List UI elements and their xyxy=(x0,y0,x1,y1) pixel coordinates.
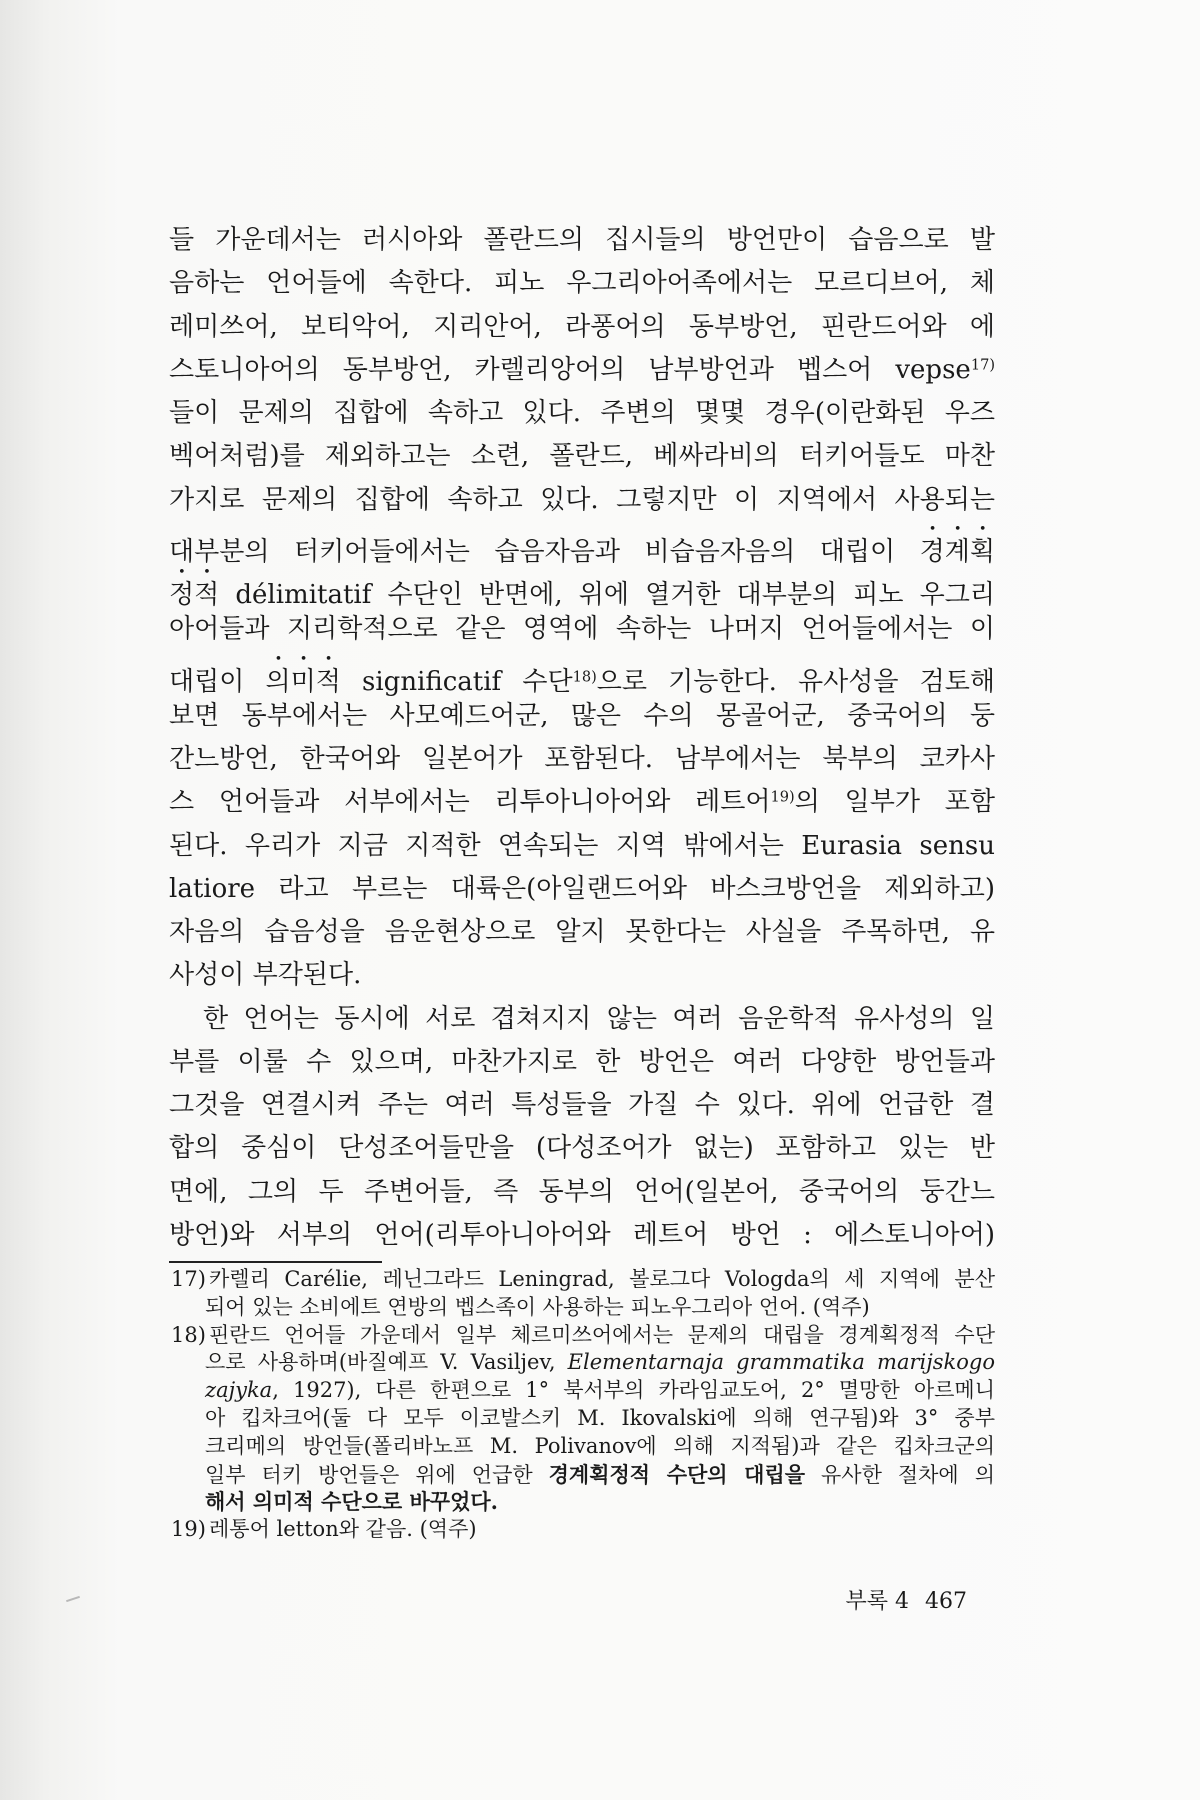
text-segment: 벡어처럼)를 제외하고는 소련, 폴란드, 베싸라비의 터키어들도 마찬 xyxy=(169,441,995,472)
body-text-line xyxy=(169,1084,995,1127)
text-segment: latiore 라고 부르는 대륙은(아일랜드어와 바스크방언을 제외하고) xyxy=(169,873,995,904)
text-segment: 된다. 우리가 지금 지적한 연속되는 지역 밖에서는 Eurasia sensu xyxy=(169,830,995,861)
text-segment: 레미쓰어, 보티악어, 지리안어, 라퐁어의 동부방언, 핀란드어와 에 xyxy=(169,311,995,342)
emphasized-term: 정적 xyxy=(169,580,220,610)
text-segment: significatif 수단 xyxy=(340,666,573,697)
footnote xyxy=(0,1266,1200,1322)
text-segment: 면에, 그의 두 주변어들, 즉 동부의 언어(일본어, 중국어의 둥간느 xyxy=(169,1176,995,1207)
text-segment: 보면 동부에서는 사모예드어군, 많은 수의 몽골어군, 중국어의 둥 xyxy=(169,700,995,731)
text-segment: 아어들과 지리학적으로 같은 영역에 속하는 나머지 언어들에서는 이 xyxy=(169,614,995,645)
footnote xyxy=(0,1322,1200,1517)
italic-title: zajyka xyxy=(205,1378,273,1403)
text-segment: 스 언어들과 서부에서는 리투아니아어와 레트어 xyxy=(169,787,771,818)
footnote-number: 19) xyxy=(171,1517,206,1542)
body-text-line xyxy=(169,349,995,392)
body-text-line xyxy=(169,954,995,997)
text-segment: 스토니아어의 동부방언, 카렐리앙어의 남부방언과 벱스어 vepse xyxy=(169,354,971,385)
section-label: 부록 4 xyxy=(845,1589,909,1614)
body-text-line xyxy=(169,1171,995,1214)
footnote-reference: 19) xyxy=(770,788,795,806)
footnote-line xyxy=(171,1516,995,1544)
page-number: 467 xyxy=(925,1589,967,1614)
text-segment: délimitatif 수단인 반면에, 위에 열거한 대부분의 피노 우그리 xyxy=(219,580,995,610)
text-segment: 음하는 언어들에 속한다. 피노 우그리아어족에서는 모르디브어, 체 xyxy=(169,268,995,299)
body-text-line xyxy=(169,219,995,262)
text-segment: 합의 중심이 단성조어들만을 (다성조어가 없는) 포함하고 있는 반 xyxy=(169,1133,995,1164)
text-segment: 레통어 letton와 같음. (역주) xyxy=(209,1517,477,1542)
text-segment: 한 언어는 동시에 서로 겹쳐지지 않는 여러 음운학적 유사성의 일 xyxy=(203,1003,995,1034)
text-segment: 카렐리 Carélie, 레닌그라드 Leningrad, 볼로그다 Vologda의 세 지역에 분산 xyxy=(209,1267,995,1291)
text-segment: 되어 있는 소비에트 연방의 벱스족이 사용하는 피노우그리아 언어. (역주) xyxy=(205,1294,870,1319)
body-text-line xyxy=(169,565,995,608)
footnote-reference: 18) xyxy=(572,667,597,685)
text-segment: 그것을 연결시켜 주는 여러 특성들을 가질 수 있다. 위에 언급한 결 xyxy=(169,1090,995,1120)
footnote-number: 17) xyxy=(171,1267,206,1291)
footnote-reference: 17) xyxy=(970,356,995,374)
text-segment: 가지로 문제의 집합에 속하고 있다. 그렇지만 이 지역에서 사용되는 xyxy=(169,484,995,515)
body-text-line xyxy=(169,911,995,954)
footnote xyxy=(0,1516,1200,1544)
body-text-line xyxy=(169,479,995,522)
text-segment: 으로 사용하며(바질예프 V. Vasiljev, xyxy=(205,1350,568,1375)
text-segment: 자음의 습음성을 음운현상으로 알지 못한다는 사실을 주목하면, 유 xyxy=(169,917,995,947)
footnote-line xyxy=(205,1433,995,1461)
body-text-line xyxy=(169,738,995,781)
body-text-line xyxy=(169,306,995,349)
footnote-line xyxy=(205,1405,995,1433)
body-text-line xyxy=(169,392,995,435)
text-segment: 대립이 xyxy=(169,666,266,697)
body-text-line xyxy=(169,781,995,824)
body-text-line xyxy=(169,998,995,1041)
text-segment: 간느방언, 한국어와 일본어가 포함된다. 남부에서는 북부의 코카사 xyxy=(169,744,995,774)
footnote-line xyxy=(205,1461,995,1489)
text-segment: 으로 기능한다. 유사성을 검토해 xyxy=(596,666,995,697)
footnote-line xyxy=(205,1294,995,1322)
footnote-line xyxy=(205,1488,995,1516)
text-segment: 부를 이룰 수 있으며, 마찬가지로 한 방언은 여러 다양한 방언들과 xyxy=(169,1046,995,1077)
text-segment: 사성이 부각된다. xyxy=(169,960,362,991)
text-segment: 방언)와 서부의 언어(리투아니아어와 레트어 방언 : 에스토니아어) xyxy=(169,1219,995,1250)
emphasized-term: 의미적 xyxy=(265,666,341,697)
body-text-line xyxy=(169,262,995,305)
body-text-line xyxy=(169,1041,995,1084)
text-segment: 대부분의 터키어들에서는 습음자음과 비습음자음의 대립이 xyxy=(169,536,920,567)
body-text-line xyxy=(169,1127,995,1170)
footnote-separator xyxy=(169,1261,382,1263)
footnote-line xyxy=(171,1266,995,1294)
body-text-line xyxy=(169,652,995,695)
paragraph xyxy=(169,998,995,1258)
text-segment: 의 일부가 포함 xyxy=(794,787,995,818)
text-segment: 들이 문제의 집합에 속하고 있다. 주변의 몇몇 경우(이란화된 우즈 xyxy=(169,398,995,428)
footnote-line xyxy=(205,1377,995,1405)
bold-text: 해서 의미적 수단으로 바꾸었다. xyxy=(205,1489,498,1515)
text-segment: , 1927), 다른 한편으로 1° 북서부의 카라임교도어, 2° 멸망한 아르메니 xyxy=(272,1378,995,1403)
emphasized-term: 경계획 xyxy=(919,536,995,567)
body-text-line xyxy=(169,868,995,911)
body-text-line xyxy=(169,522,995,565)
text-segment: 핀란드 언어들 가운데서 일부 체르미쓰어에서는 문제의 대립을 경계획정적 수단 xyxy=(209,1322,995,1347)
body-text xyxy=(169,219,995,1257)
footnote-line xyxy=(205,1349,995,1377)
body-text-line xyxy=(169,1214,995,1257)
footnote-number: 18) xyxy=(171,1322,206,1347)
text-segment: 들 가운데서는 러시아와 폴란드의 집시들의 방언만이 습음으로 발 xyxy=(169,225,995,255)
page-footer xyxy=(0,1587,967,1617)
body-text-line xyxy=(169,825,995,868)
bold-text: 경계획정적 수단의 대립을 xyxy=(548,1461,806,1487)
body-text-line xyxy=(169,695,995,738)
italic-title: Elementarnaja grammatika marijskogo xyxy=(567,1350,995,1375)
footnotes xyxy=(0,1266,1200,1544)
body-text-line xyxy=(169,435,995,478)
footnote-line xyxy=(171,1322,995,1350)
text-segment: 크리메의 방언들(폴리바노프 M. Polivanov에 의해 지적됨)과 같은 킵차크군의 xyxy=(205,1433,995,1458)
text-segment: 유사한 절차에 의 xyxy=(805,1462,995,1487)
text-segment: 일부 터키 방언들은 위에 언급한 xyxy=(205,1462,549,1487)
body-text-line xyxy=(169,608,995,651)
text-segment: 아 킵차크어(둘 다 모두 이코발스키 M. Ikovalski에 의해 연구됨)와 3° 중부 xyxy=(205,1405,995,1430)
paragraph xyxy=(169,219,995,998)
